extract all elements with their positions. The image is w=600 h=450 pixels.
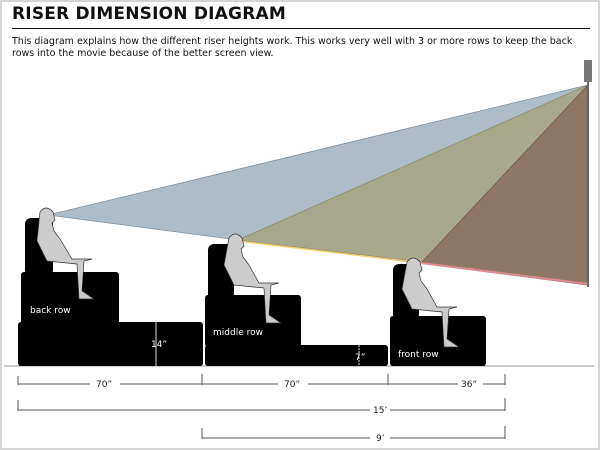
front-two-depth-label: 9’ (376, 434, 385, 444)
middle-depth-label: 70” (284, 380, 301, 390)
middle-row-label: middle row (213, 328, 263, 338)
page-title: RISER DIMENSION DIAGRAM (12, 4, 286, 24)
back-depth-label: 70” (96, 380, 113, 390)
total-depth-label: 15’ (373, 406, 388, 416)
front-depth-label: 36” (461, 380, 478, 390)
screen (584, 60, 592, 82)
dimension-lines (18, 374, 505, 439)
front-row-label: front row (398, 350, 439, 360)
middle-riser-height: 7” (355, 353, 366, 363)
description: This diagram explains how the different riser heights work. This works very well with 3 or more rows to keep the back rows into the movie because of the better screen view. (12, 36, 573, 59)
back-riser-height: 14” (151, 340, 168, 350)
back-row-label: back row (30, 306, 71, 316)
